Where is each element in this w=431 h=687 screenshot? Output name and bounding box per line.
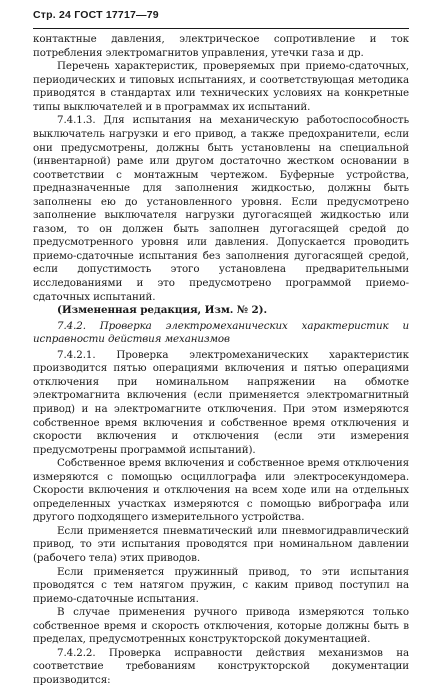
paragraph: 7.4.2.2. Проверка исправности действия механизмов на соответствие требованиям конструкторской документации производится: xyxy=(33,646,409,686)
paragraph: 7.4.1.3. Для испытания на механическую работоспособность выключатель нагрузки и его привод, а также предохранители, если они предусмотрены, должны быть установлены на специальной (инвентарной) раме или другом достаточно жестком основании в соответствии с монтажным чертежом. Буферные устройства, предназначенные для заполнения жидкостью, должны быть заполнены ею до установленного уровня. Если предусмотрено заполнение выключателя нагрузки дугогасящей жидкостью или газом, то он должен быть заполнен дугогасящей средой до предусмотренного уровня или давления. Допускается проводить приемо-сдаточные испытания без заполнения дугогасящей средой, если допустимость этого установлена предварительными исследованиями и это предусмотрено программой приемо-сдаточных испытаний. xyxy=(33,114,409,303)
paragraph: Собственное время включения и собственное время отключения измеряются с помощью осциллографа или электросекундомера. Скорости включения и отключения на всем ходе или на отдельных определенных участках измеряются с помощью вибрографа или другого подходящего измерительного устройства. xyxy=(33,457,409,524)
paragraph: Если применяется пружинный привод, то эти испытания проводятся с тем натягом пружин, с каким привод поступил на приемо-сдаточные испытания. xyxy=(33,565,409,605)
paragraph: 7.4.2.1. Проверка электромеханических характеристик производится пятью операциями включения и пятью операциями отключения при номинальном напряжении на обмотке электромагнита включения (если применяется электромагнитный привод) и на электромагните отключения. При этом измеряются собственное время включения и собственное время отключения и скорости включения и отключения (если эти измерения предусмотрены программой испытаний). xyxy=(33,348,409,456)
section-heading: 7.4.2. Проверка электромеханических характеристик и исправности действия механизмов xyxy=(33,319,409,346)
page-header xyxy=(33,8,409,22)
amendment-note: (Измененная редакция, Изм. № 2). xyxy=(57,304,267,317)
paragraph: Перечень характеристик, проверяемых при приемо-сдаточных, периодических и типовых испытаниях, и соответствующая методика приводятся в стандартах или технических условиях на конкретные типы выключателей и в программах их испытаний. xyxy=(33,60,409,113)
header-divider xyxy=(33,28,409,29)
standard-designation: ГОСТ 17717—79 xyxy=(74,9,159,21)
paragraph: контактные давления, электрическое сопротивление и ток потребления электромагнитов управления, утечки газа и др. xyxy=(33,33,409,59)
paragraph: В случае применения ручного привода измеряются только собственное время и скорость отключения, которые должны быть в пределах, предусмотренных конструкторской документацией. xyxy=(33,606,409,646)
page-number: Стр. 24 xyxy=(33,9,72,21)
paragraph: Если применяется пневматический или пневмогидравлический привод, то эти испытания проводятся при номинальном давлении (рабочего тела) этих приводов. xyxy=(33,524,409,564)
document-body xyxy=(33,33,409,687)
